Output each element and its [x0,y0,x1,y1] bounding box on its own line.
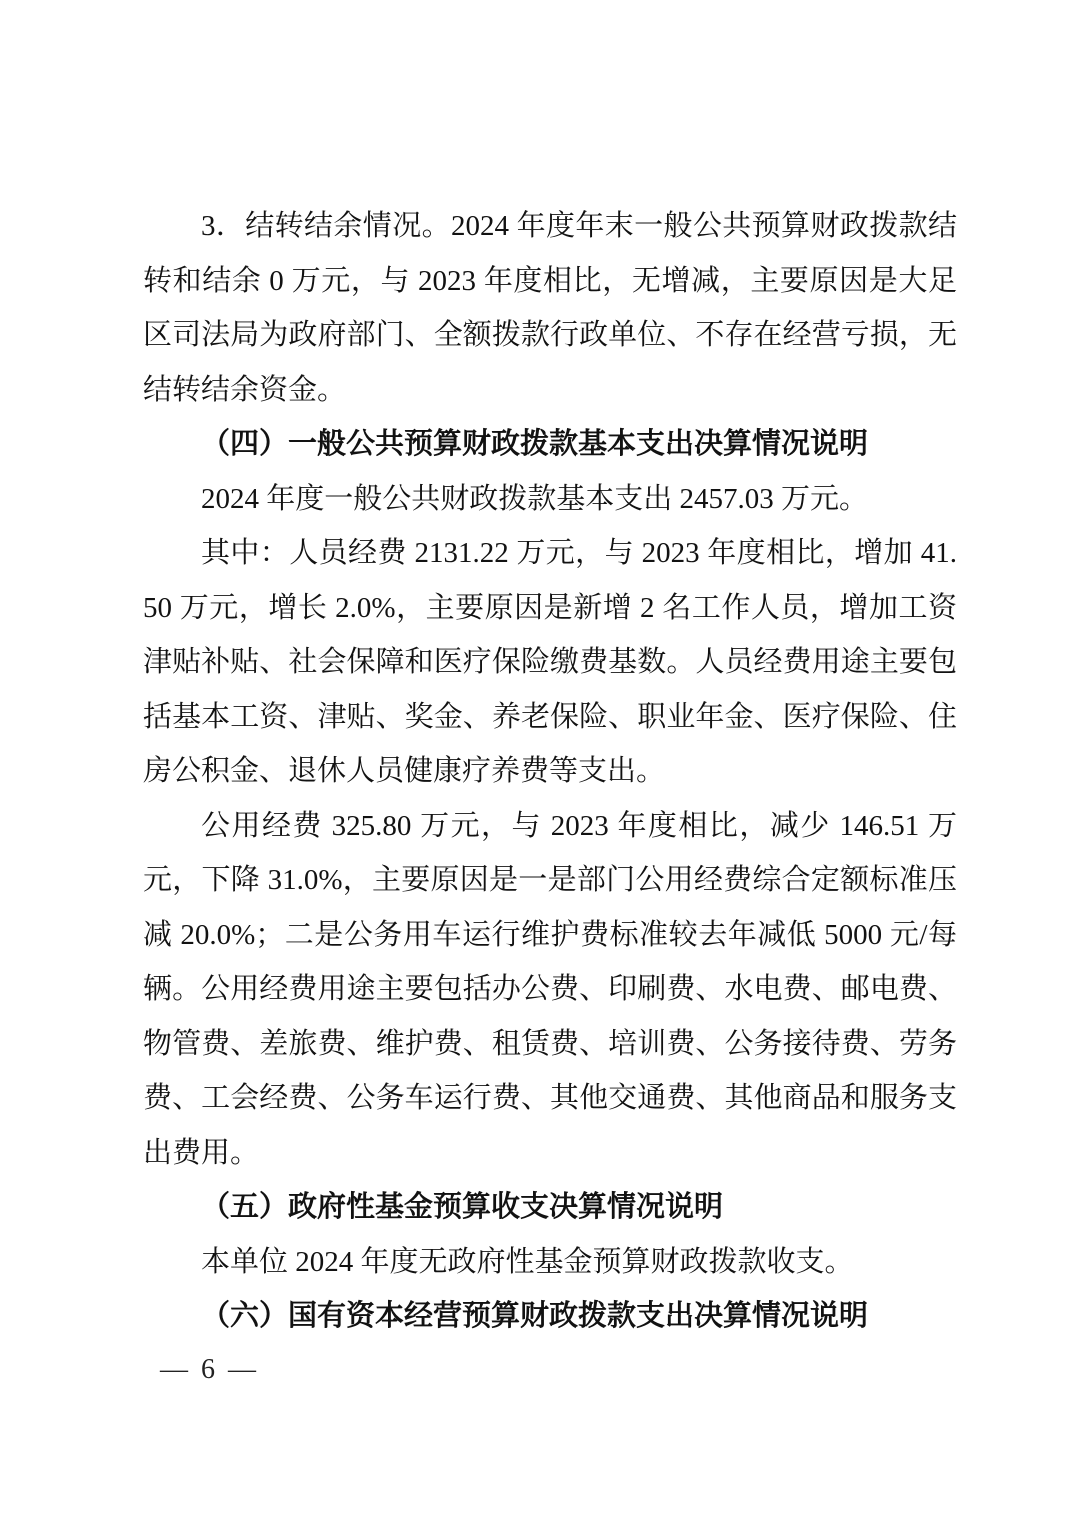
paragraph-carryover-balance: 3．结转结余情况。2024 年度年末一般公共预算财政拨款结转和结余 0 万元，与 2023 年度相比，无增减，主要原因是大足区司法局为政府部门、全额拨款行政单位、不存在经营亏损，无结转结余资金。 [143,210,957,406]
paragraph-gov-fund-budget: 本单位 2024 年度无政府性基金预算财政拨款收支。 [201,1245,854,1278]
document-body [143,199,957,1344]
page-number: — 6 — [160,1354,259,1385]
paragraph-basic-expenditure: 2024 年度一般公共财政拨款基本支出 2457.03 万元。 [201,482,869,515]
section-heading-4: （四）一般公共预算财政拨款基本支出决算情况说明 [201,428,869,460]
paragraph-public-funds: 公用经费 325.80 万元，与 2023 年度相比，减少 146.51 万元，下降 31.0%，主要原因是一是部门公用经费综合定额标准压减 20.0%；二是公务用车运行维护费标准较去年减低 5000 元/每辆。公用经费用途主要包括办公费、印刷费、水电费、邮电费、物管费、差旅费、维护费、租赁费、培训费、公务接待费、劳务费、工会经费、公务车运行费、其他交通费、其他商品和服务支出费用。 [143,809,957,1169]
section-heading-6: （六）国有资本经营预算财政拨款支出决算情况说明 [201,1300,869,1332]
paragraph-personnel-funds: 其中：人员经费 2131.22 万元，与 2023 年度相比，增加 41.50 万元，增长 2.0%，主要原因是新增 2 名工作人员，增加工资津贴补贴、社会保障和医疗保险缴费基数。人员经费用途主要包括基本工资、津贴、奖金、养老保险、职业年金、医疗保险、住房公积金、退休人员健康疗养费等支出。 [143,537,957,787]
section-heading-5: （五）政府性基金预算收支决算情况说明 [201,1191,724,1223]
